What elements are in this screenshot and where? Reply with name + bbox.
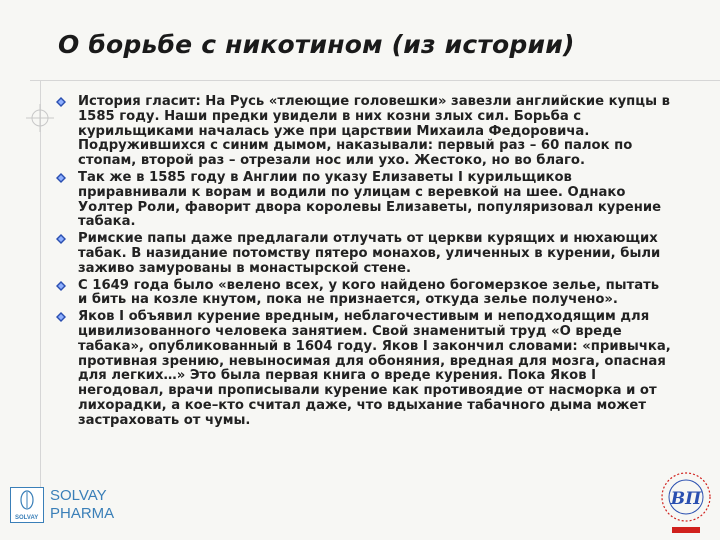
pharma-label: PHARMA xyxy=(50,505,115,522)
solvay-emblem-icon xyxy=(10,487,44,523)
diamond-bullet-icon xyxy=(56,173,66,183)
solvay-shield-icon xyxy=(11,488,43,514)
svg-text:ВП: ВП xyxy=(670,489,702,509)
vp-seal-logo xyxy=(655,465,717,537)
bullet-item xyxy=(56,279,671,309)
bullet-item xyxy=(56,95,671,169)
title-divider xyxy=(30,80,720,81)
bullet-text: Яков I объявил курение вредным, неблагочестивым и неподходящим для цивилизованного человека занятием. Свой знаменитый труд «О вреде табака», опубликованный в 1604 году. Яков I закончил словами: «привычка, противная зрению, невыносимая для обоняния, вредная для мозга, опасная для легких…» Это была первая книга о вреде курения. Пока Яков I негодовал, врачи прописывали курение как противоядие от насморка и от лихорадки, а кое–кто считал даже, что вдыхание табачного дыма может застраховать от чумы. xyxy=(78,309,671,428)
bullet-text: Римские папы даже предлагали отлучать от церкви курящих и нюхающих табак. В назидание потомству пятеро монахов, уличенных в курении, были заживо замурованы в монастырской стене. xyxy=(78,231,661,276)
bullet-list xyxy=(56,95,671,431)
diamond-bullet-icon xyxy=(56,234,66,244)
diamond-bullet-icon xyxy=(56,281,66,291)
bullet-item xyxy=(56,232,671,276)
solvay-label: SOLVAY xyxy=(50,487,107,504)
diamond-bullet-icon xyxy=(56,97,66,107)
bullet-item xyxy=(56,310,671,428)
slide-title: О борьбе с никотином (из истории) xyxy=(58,30,575,59)
solvay-small-label: SOLVAY xyxy=(15,515,39,521)
bullet-item xyxy=(56,171,671,230)
crosshair-icon xyxy=(26,104,54,132)
bullet-text: Так же в 1585 году в Англии по указу Елизаветы I курильщиков приравнивали к ворам и водили по улицам с веревкой на шее. Однако Уолтер Роли, фаворит двора королевы Елизаветы, популяризовал курение табака. xyxy=(78,169,662,230)
left-divider xyxy=(40,80,41,490)
diamond-bullet-icon xyxy=(56,312,66,322)
solvay-pharma-logo xyxy=(10,487,120,523)
bullet-text: С 1649 года было «велено всех, у кого найдено богомерзкое зелье, пытать и бить на козле кнутом, пока не признается, откуда зелье получено». xyxy=(78,277,660,308)
bullet-text: История гласит: На Русь «тлеющие головешки» завезли английские купцы в 1585 году. Наши предки увидели в них козни злых сил. Борьба с курильщиками началась уже при царствии Михаила Федоровича. Подружившихся с синим дымом, наказывали: первый раз – 60 палок по стопам, второй раз – отрезали нос или ухо. Жестоко, но во благо. xyxy=(78,94,670,169)
